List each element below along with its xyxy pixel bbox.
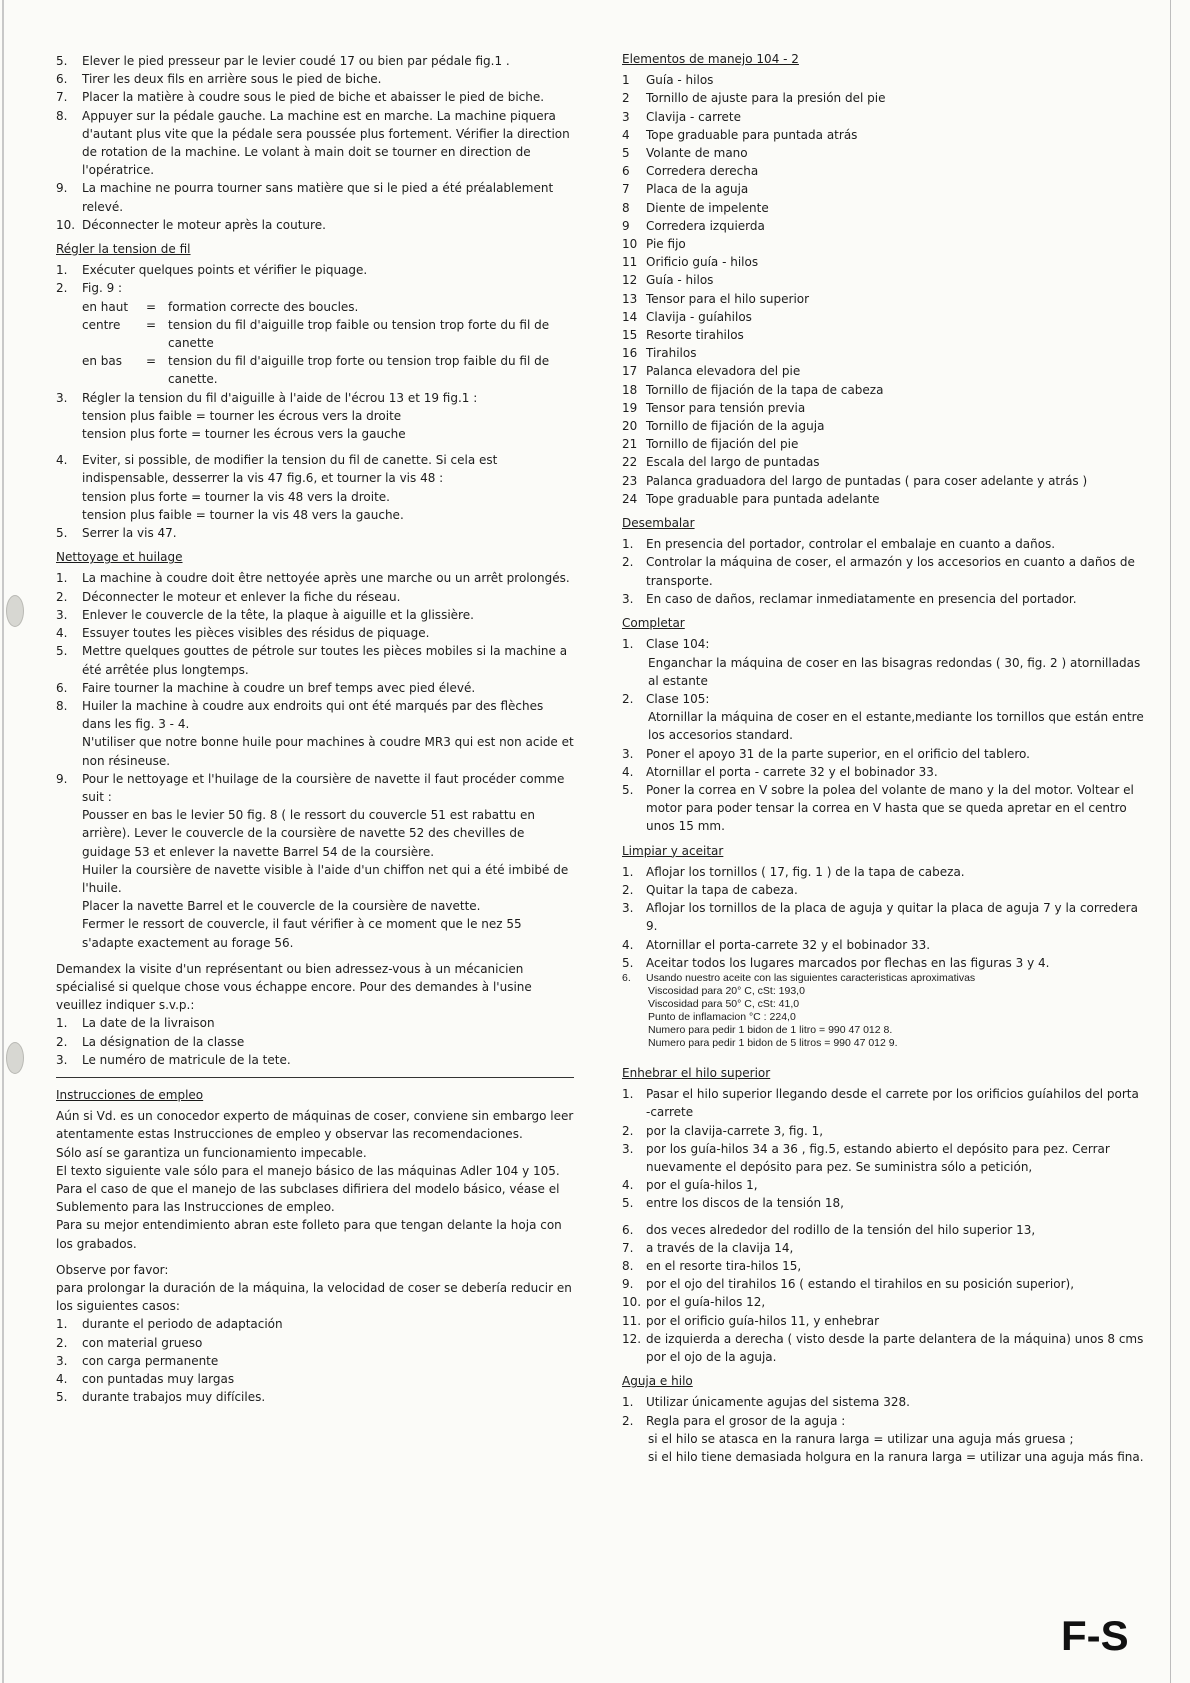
list-item: 21 Tornillo de fijación del pie [622,437,799,452]
threading-steps-fr [56,52,574,234]
text-line: tension plus faible = tourner les écrous vers la droite [82,408,402,423]
list-item: 12 Guía - hilos [622,273,714,288]
list-item: 3. por los guía-hilos 34 a 36 , fig.5, estando abierto el depósito para pez. Cerrar nuevamente el depósito para pez. Se suministra sólo a petición, [622,1141,1110,1174]
list-item: 4. Essuyer toutes les pièces visibles des résidus de piquage. [56,626,430,641]
list-item: 7. Placer la matière à coudre sous le pied de biche et abaisser le pied de biche. [56,90,545,105]
list-item: 3. En caso de daños, reclamar inmediatamente en presencia del portador. [622,591,1077,606]
aguja-section [622,1372,1144,1466]
list-item: 20 Tornillo de fijación de la aguja [622,419,825,434]
page-edge-right [1170,0,1171,1683]
text-line: tension plus forte = tourner la vis 48 vers la droite. [82,489,390,504]
list-item: 7 Placa de la aguja [622,182,749,197]
list-item: 14 Clavija - guíahilos [622,309,752,324]
list-item: 3. Le numéro de matricule de la tete. [56,1052,291,1067]
list-item: 6 Corredera derecha [622,164,759,179]
left-column [56,52,574,1406]
list-item: 1. La date de la livraison [56,1016,215,1031]
list-item: 2. con material grueso [56,1335,203,1350]
list-item: 10. Déconnecter le moteur après la couture. [56,217,326,232]
list-item: 1. En presencia del portador, controlar el embalaje en cuanto a daños. [622,537,1056,552]
list-item: 6. Usando nuestro aceite con las siguientes caracteristicas aproximativas [622,971,976,984]
text-line: si el hilo se atasca en la ranura larga = utilizar una aguja más gruesa ; [648,1431,1074,1446]
text-paragraph: Enganchar la máquina de coser en las bisagras redondas ( 30, fig. 2 ) atornilladas al estante [648,655,1141,688]
list-item: 7. a través de la clavija 14, [622,1240,794,1255]
page-edge-left [2,0,4,1683]
list-item: 2. Quitar la tapa de cabeza. [622,882,798,897]
list-item: 13 Tensor para el hilo superior [622,291,810,306]
instrucciones-section [56,1086,574,1406]
list-item: 4. Eviter, si possible, de modifier la tension du fil de canette. Si cela est indispensable, desserrer la vis 47 fig.6, et tourner la vis 48 : [56,453,498,486]
list-item: 6. Tirer les deux fils en arrière sous le pied de biche. [56,72,382,87]
list-item: 1. Pasar el hilo superior llegando desde el carrete por los orificios guíahilos del porta -carrete [622,1087,1139,1120]
enhebrar-section [622,1064,1144,1366]
list-item: 2. La désignation de la classe [56,1034,245,1049]
text-paragraph: Sólo así se garantiza un funcionamiento impecable. [56,1145,367,1160]
tension-section [56,240,574,542]
list-item: 1. Clase 104: [622,637,710,652]
list-item: 8. en el resorte tira-hilos 15, [622,1258,802,1273]
section-heading: Enhebrar el hilo superior [622,1065,771,1080]
list-item: 5. entre los discos de la tensión 18, [622,1196,844,1211]
divider [56,1077,574,1078]
list-item: 1 Guía - hilos [622,73,714,88]
list-item: 3. Régler la tension du fil d'aiguille à l'aide de l'écrou 13 et 19 fig.1 : [56,390,478,405]
desembalar-section [622,514,1144,608]
section-heading: Desembalar [622,516,695,531]
text-paragraph: Aún si Vd. es un conocedor experto de máquinas de coser, conviene sin embargo leer atentamente estas Instrucciones de empleo y observar las recomendaciones. [56,1109,574,1142]
list-item: 8. Huiler la machine à coudre aux endroits qui ont été marqués par des flèches dans les fig. 3 - 4. [56,698,544,732]
list-item: 3. Aflojar los tornillos de la placa de aguja y quitar la placa de aguja 7 y la corredera 9. [622,901,1138,934]
text-paragraph: Huiler la coursière de navette visible à l'aide d'un chiffon net qui a été imbibé de l'huile. [82,862,569,895]
text-line: tension plus forte = tourner les écrous vers la gauche [82,427,406,442]
list-item: 6. Faire tourner la machine à coudre un bref temps avec pied élevé. [56,680,476,695]
elementos-section [622,50,1144,508]
list-item: 9 Corredera izquierda [622,218,765,233]
list-item: 15 Resorte tirahilos [622,328,744,343]
limpiar-section [622,842,1144,1050]
section-heading: Nettoyage et huilage [56,550,183,565]
list-item: 3. Poner el apoyo 31 de la parte superior, en el orificio del tablero. [622,746,1030,761]
text-paragraph: Para el caso de que el manejo de las subclases difiriera del modelo básico, véase el Sublemento para las Instrucciones de empleo. [56,1181,560,1215]
text-paragraph: Demandex la visite d'un représentant ou bien adressez-vous à un mécanicien spécialisé si quelque chose vous échappe encore. Pour des demandes à l'usine veuillez indiquer s.v.p.: [56,961,532,1013]
list-item: 2. por la clavija-carrete 3, fig. 1, [622,1123,824,1138]
list-item: 4. con puntadas muy largas [56,1372,235,1387]
list-item: 5. Poner la correa en V sobre la polea del volante de mano y la del motor. Voltear el motor para poder tensar la correa en V hasta que se queda apretar en el centro unos 15 mm. [622,782,1134,834]
section-heading: Régler la tension de fil [56,242,191,257]
text-line: N'utiliser que notre bonne huile pour machines à coudre MR3 qui est non acide et non résineuse. [82,735,574,768]
text-paragraph: para prolongar la duración de la máquina, la velocidad de coser se debería reducir en los siguientes casos: [56,1281,572,1314]
oil-spec-line: Punto de inflamacion °C : 224,0 [648,1010,796,1023]
oil-spec-line: Viscosidad para 20° C, cSt: 193,0 [648,984,805,997]
list-item: 10 Pie fijo [622,237,686,252]
right-column [622,50,1144,1466]
list-item: 1. La machine à coudre doit être nettoyée après une marche ou un arrêt prolongés. [56,571,570,586]
list-item: 9. Pour le nettoyage et l'huilage de la coursière de navette il faut procéder comme suit : [56,771,565,804]
list-item: 11. por el orificio guía-hilos 11, y enhebrar [622,1313,880,1328]
tension-row: en haut = formation correcte des boucles. [82,299,359,314]
list-item: 22 Escala del largo de puntadas [622,455,820,470]
list-item: 18 Tornillo de fijación de la tapa de cabeza [622,382,884,397]
list-item: 9. por el ojo del tirahilos 16 ( estando el tirahilos en su posición superior), [622,1277,1075,1292]
list-item: 2. Controlar la máquina de coser, el armazón y los accesorios en cuanto a daños de transporte. [622,555,1135,588]
list-item: 11 Orificio guía - hilos [622,255,759,270]
section-heading: Completar [622,616,685,631]
list-item: 5. Mettre quelques gouttes de pétrole sur toutes les pièces mobiles si la machine a été arrêtée plus longtemps. [56,644,568,677]
tension-row: centre = tension du fil d'aiguille trop faible ou tension trop forte du fil de canette [82,317,550,351]
tension-row: en bas = tension du fil d'aiguille trop forte ou tension trop faible du fil de canette. [82,354,550,387]
list-item: 4. por el guía-hilos 1, [622,1178,758,1193]
completar-section [622,614,1144,835]
text-line: Observe por favor: [56,1262,169,1277]
list-item: 2. Regla para el grosor de la aguja : [622,1413,846,1428]
section-heading: Aguja e hilo [622,1374,693,1389]
list-item: 2 Tornillo de ajuste para la presión del pie [622,91,886,106]
list-item: 10. por el guía-hilos 12, [622,1295,766,1310]
cleaning-section [56,548,574,951]
text-paragraph: Placer la navette Barrel et le couvercle de la coursière de navette. [82,899,481,914]
visit-section [56,960,574,1069]
text-line: si el hilo tiene demasiada holgura en la ranura larga = utilizar una aguja más fina. [648,1450,1144,1465]
list-item: 1. Aflojar los tornillos ( 17, fig. 1 ) de la tapa de cabeza. [622,864,965,879]
list-item: 2. Clase 105: [622,691,710,706]
section-heading: Limpiar y aceitar [622,843,724,858]
section-heading: Instrucciones de empleo [56,1087,204,1102]
list-item: 9. La machine ne pourra tourner sans matière que si le pied a été préalablement relevé. [56,181,554,214]
list-item: 5. Elever le pied presseur par le levier coudé 17 ou bien par pédale fig.1 . [56,54,510,68]
list-item: 8. Appuyer sur la pédale gauche. La machine est en marche. La machine piquera d'autant plus vite que la pédale sera poussée plus fortement. Vérifier la direction de rotation de la machine. Le volant à main doit se tourner en direction de l'opératrice. [56,108,570,178]
text-paragraph: Fermer le ressort de couvercle, il faut vérifier à ce moment que le nez 55 s'adapte exactement au forage 56. [82,917,522,950]
list-item: 3. Enlever le couvercle de la tête, la plaque à aiguille et la glissière. [56,607,474,622]
text-paragraph: Atornillar la máquina de coser en el estante,mediante los tornillos que están entre los accesorios standard. [648,710,1144,743]
list-item: 1. durante el periodo de adaptación [56,1317,283,1332]
text-line: tension plus faible = tourner la vis 48 vers la gauche. [82,507,404,522]
list-item: 5. Aceitar todos los lugares marcados por flechas en las figuras 3 y 4. [622,955,1050,970]
oil-spec-line: Numero para pedir 1 bidon de 5 litros = 990 47 012 9. [648,1036,898,1049]
oil-spec-line: Numero para pedir 1 bidon de 1 litro = 990 47 012 8. [648,1023,893,1036]
section-heading: Elementos de manejo 104 - 2 [622,52,799,66]
list-item: 17 Palanca elevadora del pie [622,364,801,379]
list-item: 3. con carga permanente [56,1353,219,1368]
list-item: 1. Exécuter quelques points et vérifier le piquage. [56,263,368,278]
language-code: F-S [1061,1612,1129,1659]
list-item: 2. Déconnecter le moteur et enlever la fiche du réseau. [56,589,401,604]
list-item: 4. Atornillar el porta-carrete 32 y el bobinador 33. [622,937,931,952]
list-item: 3 Clavija - carrete [622,109,741,124]
binder-hole-bottom [6,1042,24,1074]
list-item: 4 Tope graduable para puntada atrás [622,127,858,142]
text-paragraph: Pousser en bas le levier 50 fig. 8 ( le ressort du couvercle 51 est rabattu en arrière). Lever le couvercle de la coursière de navette 52 des chevilles de guidage 53 et enlever la navette Barrel 54 de la coursière. [82,808,535,859]
list-item: 12. de izquierda a derecha ( visto desde la parte delantera de la máquina) unos 8 cms por el ojo de la aguja. [622,1331,1144,1364]
list-item: 5. durante trabajos muy difíciles. [56,1390,266,1405]
list-item: 24 Tope graduable para puntada adelante [622,491,880,506]
list-item: 4. Atornillar el porta - carrete 32 y el bobinador 33. [622,764,938,779]
list-item: 1. Utilizar únicamente agujas del sistema 328. [622,1395,910,1410]
text-paragraph: El texto siguiente vale sólo para el manejo básico de las máquinas Adler 104 y 105. [56,1163,560,1178]
list-item: 19 Tensor para tensión previa [622,400,806,415]
list-item: 8 Diente de impelente [622,200,769,215]
binder-hole-top [6,595,24,627]
oil-spec-line: Viscosidad para 50° C, cSt: 41,0 [648,997,800,1010]
list-item: 23 Palanca graduadora del largo de puntadas ( para coser adelante y atrás ) [622,473,1088,488]
list-item: 2. Fig. 9 : [56,281,123,296]
list-item: 6. dos veces alrededor del rodillo de la tensión del hilo superior 13, [622,1222,1036,1237]
list-item: 5. Serrer la vis 47. [56,526,177,541]
list-item: 5 Volante de mano [622,146,748,161]
list-item: 16 Tirahilos [622,346,697,361]
text-paragraph: Para su mejor entendimiento abran este folleto para que tengan delante la hoja con los grabados. [56,1218,562,1251]
